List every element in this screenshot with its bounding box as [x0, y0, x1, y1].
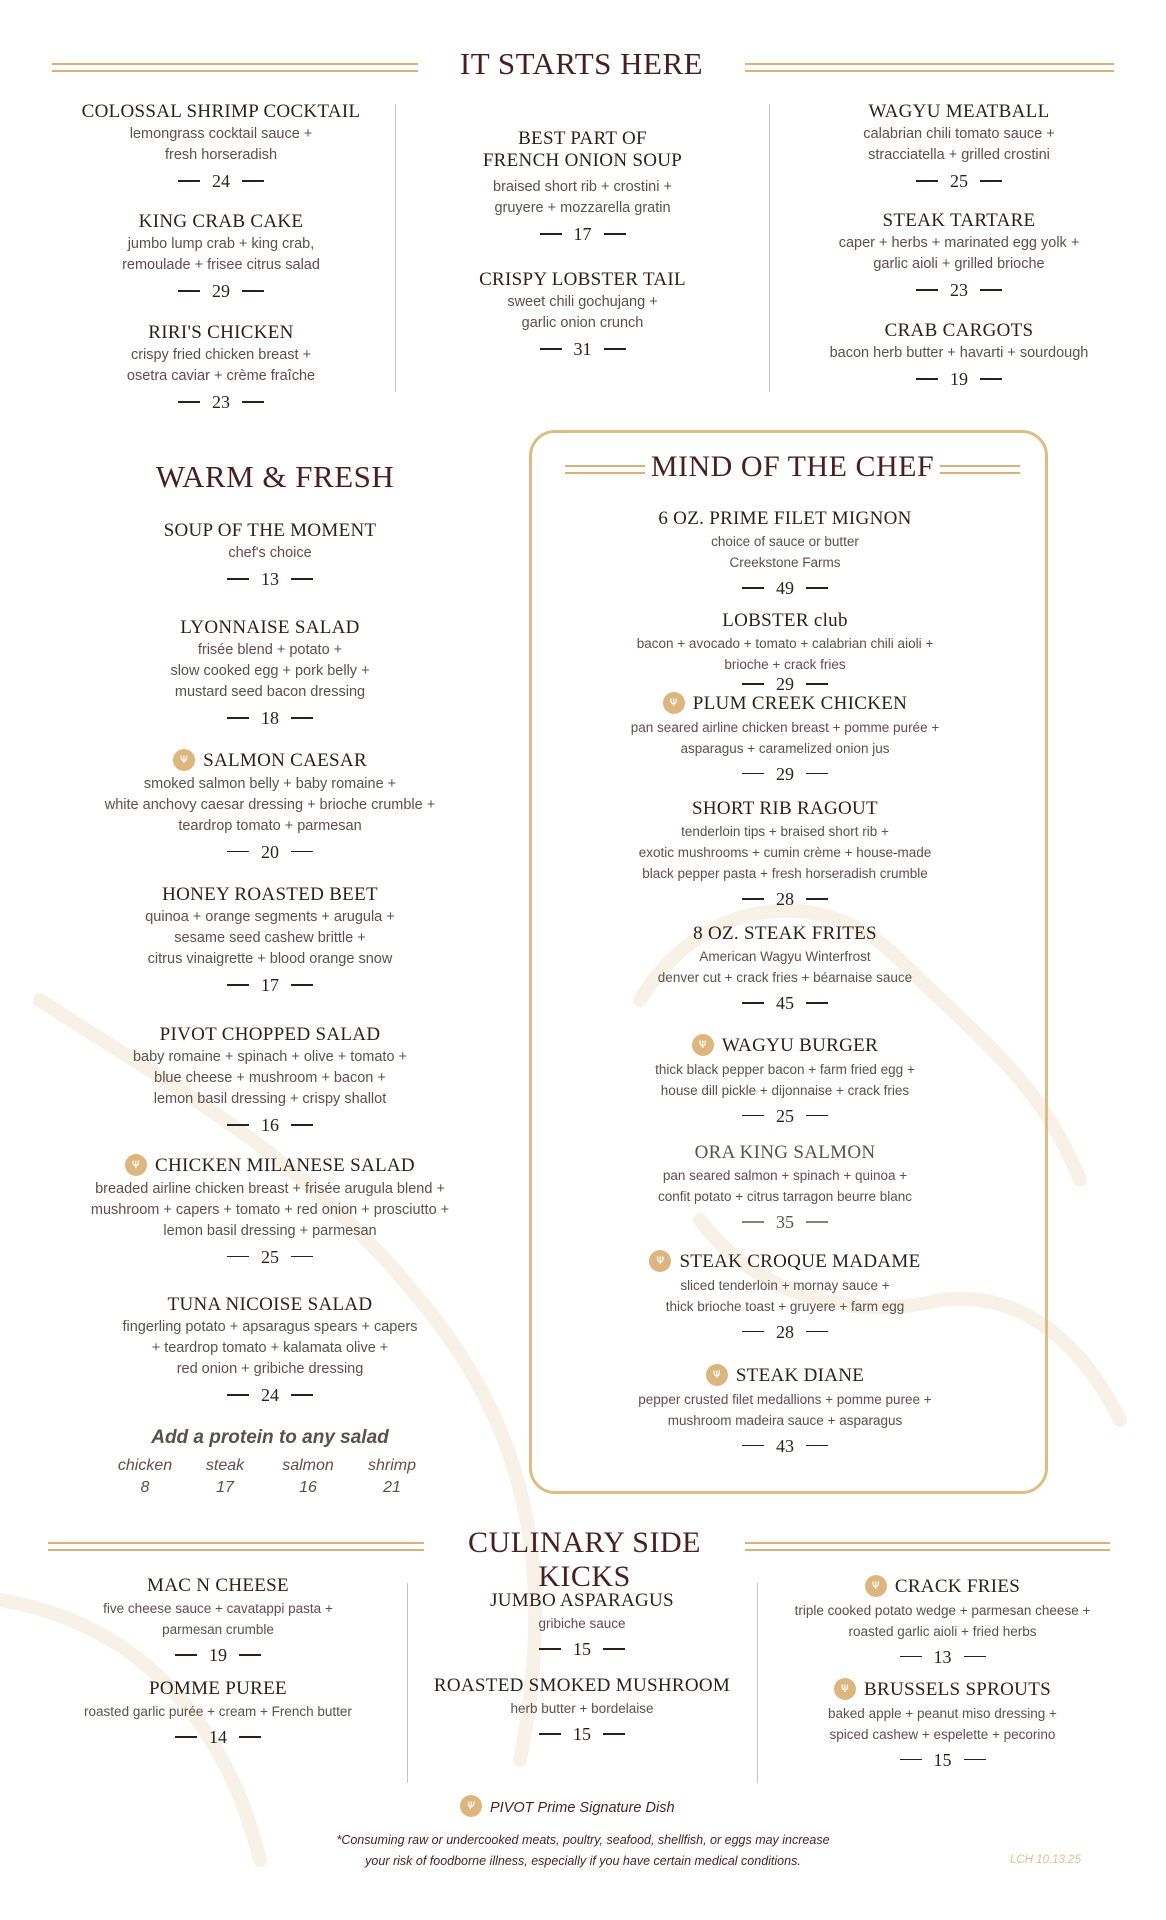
item-desc: bacon + avocado + tomato + calabrian chili aioli + brioche + crack fries [636, 636, 934, 672]
item-price: 25 [560, 1105, 1010, 1127]
menu-item [70, 520, 470, 590]
item-desc: American Wagyu Winterfrost denver cut + crack fries + béarnaise sauce [657, 949, 913, 985]
item-desc: fingerling potato + apsaragus spears + capers + teardrop tomato + kalamata olive + red onion + gribiche dressing [122, 1319, 418, 1377]
menu-item [50, 1678, 386, 1748]
item-price: 25 [50, 1246, 490, 1268]
item-price: 49 [560, 577, 1010, 599]
item-price: 31 [405, 338, 760, 360]
item-price: 24 [50, 170, 392, 192]
signature-dish-icon: ᴪ [649, 1250, 671, 1272]
item-desc: baby romaine + spinach + olive + tomato + blue cheese + mushroom + bacon + lemon basil dressing + crispy shallot [132, 1049, 408, 1107]
item-name: WAGYU MEATBALL [868, 101, 1050, 122]
item-price: 15 [412, 1723, 752, 1745]
item-price: 13 [770, 1646, 1115, 1668]
section-title-warm: WARM & FRESH [155, 459, 395, 494]
item-price: 16 [70, 1114, 470, 1136]
item-name: LYONNAISE SALAD [180, 617, 360, 638]
item-name: ᴪ STEAK CROQUE MADAME [560, 1251, 1010, 1274]
item-desc: choice of sauce or butter Creekstone Farms [711, 534, 859, 570]
signature-legend: ᴪ PIVOT Prime Signature Dish [460, 1797, 720, 1819]
item-desc: crispy fried chicken breast + osetra caviar + crème fraîche [126, 347, 316, 384]
menu-item [560, 1142, 1010, 1233]
item-desc: braised short rib + crostini + gruyere + mozzarella gratin [493, 179, 672, 216]
menu-code: LCH 10.13.25 [1010, 1854, 1081, 1866]
item-name: CRISPY LOBSTER TAIL [479, 269, 686, 290]
title-rule-left [52, 63, 418, 72]
menu-item [560, 508, 1010, 599]
item-desc: triple cooked potato wedge + parmesan cheese + roasted garlic aioli + fried herbs [794, 1602, 1091, 1639]
item-price: 15 [770, 1749, 1115, 1771]
menu-item [50, 101, 392, 192]
item-price: 28 [560, 888, 1010, 910]
signature-dish-icon: ᴪ [663, 692, 685, 714]
protein-option: chicken 8 [117, 1457, 173, 1496]
item-name: HONEY ROASTED BEET [162, 884, 378, 905]
item-price: 19 [50, 1644, 386, 1666]
title-rule-right [745, 1542, 1110, 1551]
section-title-starts: IT STARTS HERE [459, 46, 704, 81]
item-price: 24 [70, 1384, 470, 1406]
item-desc: smoked salmon belly + baby romaine + white anchovy caesar dressing + brioche crumble + teardrop tomato + parmesan [104, 775, 436, 834]
item-price: 13 [70, 568, 470, 590]
menu-item [50, 322, 392, 413]
item-name: TUNA NICOISE SALAD [167, 1294, 373, 1315]
menu-item [70, 884, 470, 996]
menu-item [50, 1575, 386, 1666]
item-name: MAC N CHEESE [147, 1575, 289, 1596]
item-price: 43 [560, 1435, 1010, 1457]
item-price: 14 [50, 1726, 386, 1748]
divider [769, 104, 770, 392]
item-desc: pepper crusted filet medallions + pomme puree + mushroom madeira sauce + asparagus [638, 1391, 932, 1428]
item-price: 18 [70, 707, 470, 729]
item-price: 29 [560, 673, 1010, 695]
item-price: 25 [780, 170, 1138, 192]
item-name: JUMBO ASPARAGUS [490, 1590, 674, 1611]
item-desc: sliced tenderloin + mornay sauce + thick brioche toast + gruyere + farm egg [665, 1277, 905, 1314]
menu-item [70, 750, 470, 863]
menu-item [70, 1294, 470, 1406]
divider [395, 104, 396, 392]
menu-item [780, 210, 1138, 301]
item-name: RIRI'S CHICKEN [148, 322, 294, 343]
signature-dish-icon: ᴪ [706, 1364, 728, 1386]
menu-item [405, 128, 760, 245]
item-name: ᴪ PLUM CREEK CHICKEN [560, 693, 1010, 716]
menu-item [770, 1679, 1115, 1771]
item-desc: calabrian chili tomato sauce + stracciatella + grilled crostini [863, 126, 1055, 163]
item-desc: pan seared salmon + spinach + quinoa + confit potato + citrus tarragon beurre blanc [657, 1168, 913, 1204]
item-desc: five cheese sauce + cavatappi pasta + parmesan crumble [103, 1601, 333, 1637]
item-name: ROASTED SMOKED MUSHROOM [433, 1675, 731, 1696]
item-price: 28 [560, 1321, 1010, 1343]
menu-item [70, 617, 470, 729]
item-price: 20 [70, 841, 470, 863]
signature-dish-icon: ᴪ [125, 1154, 147, 1176]
menu-item [560, 923, 1010, 1014]
item-desc: herb butter + bordelaise [510, 1701, 654, 1716]
signature-dish-icon: ᴪ [834, 1678, 856, 1700]
item-desc: gribiche sauce [538, 1616, 626, 1631]
item-desc: jumbo lump crab + king crab, remoulade + frisee citrus salad [122, 236, 320, 273]
menu-item [50, 211, 392, 302]
item-name: SOUP OF THE MOMENT [163, 520, 377, 541]
item-name: PIVOT CHOPPED SALAD [159, 1024, 381, 1045]
item-name: ᴪ SALMON CAESAR [70, 750, 470, 773]
section-title-sides: CULINARY SIDE KICKS [468, 1526, 701, 1593]
item-name: ᴪ BRUSSELS SPROUTS [770, 1679, 1115, 1702]
signature-dish-icon: ᴪ [460, 1795, 482, 1817]
item-name: ᴪ WAGYU BURGER [560, 1035, 1010, 1058]
item-desc: breaded airline chicken breast + frisée arugula blend + mushroom + capers + tomato + red onion + prosciutto + lemon basil dressing + parmesan [90, 1180, 450, 1239]
item-price: 23 [50, 391, 392, 413]
item-desc: thick black pepper bacon + farm fried egg + house dill pickle + dijonnaise + crack fries [655, 1061, 915, 1098]
item-price: 29 [50, 280, 392, 302]
menu-item [412, 1590, 752, 1660]
menu-item [560, 1365, 1010, 1457]
menu-item [560, 798, 1010, 910]
menu-item [412, 1675, 752, 1745]
item-name: COLOSSAL SHRIMP COCKTAIL [81, 101, 361, 122]
item-name: ᴪ CHICKEN MILANESE SALAD [50, 1155, 490, 1178]
item-name: 8 OZ. STEAK FRITES [693, 923, 877, 944]
menu-item [560, 1251, 1010, 1343]
protein-title: Add a protein to any salad [151, 1427, 389, 1448]
signature-dish-icon: ᴪ [865, 1575, 887, 1597]
item-name: SHORT RIB RAGOUT [692, 798, 878, 819]
menu-item [780, 101, 1138, 192]
item-desc: sweet chili gochujang + garlic onion crunch [507, 294, 658, 331]
item-desc: pan seared airline chicken breast + pomme purée + asparagus + caramelized onion jus [630, 719, 940, 756]
title-rule-left [48, 1542, 424, 1551]
menu-item [780, 320, 1138, 390]
item-desc: tenderloin tips + braised short rib + exotic mushrooms + cumin crème + house-made black pepper pasta + fresh horseradish crumble [638, 824, 932, 881]
item-price: 17 [405, 223, 760, 245]
item-desc: lemongrass cocktail sauce + fresh horseradish [129, 126, 313, 163]
item-name: POMME PUREE [149, 1678, 287, 1699]
item-desc: bacon herb butter + havarti + sourdough [829, 345, 1089, 361]
item-name: CRAB CARGOTS [884, 320, 1034, 341]
item-desc: chef's choice [228, 545, 312, 561]
menu-item [50, 1155, 490, 1268]
item-name: ᴪ STEAK DIANE [560, 1365, 1010, 1388]
item-price: 17 [70, 974, 470, 996]
divider [407, 1583, 408, 1783]
item-name: ORA KING SALMON [694, 1142, 876, 1163]
section-title-chef: MIND OF THE CHEF [650, 450, 935, 483]
item-desc: roasted garlic purée + cream + French butter [84, 1704, 352, 1719]
item-name: BEST PART OF [518, 128, 647, 149]
item-price: 45 [560, 992, 1010, 1014]
divider [757, 1583, 758, 1783]
item-name: 6 OZ. PRIME FILET MIGNON [658, 508, 912, 529]
menu-item [770, 1576, 1115, 1668]
item-desc: quinoa + orange segments + arugula + sesame seed cashew brittle + citrus vinaigrette + blood orange snow [145, 909, 395, 967]
item-price: 35 [560, 1211, 1010, 1233]
food-safety-warning: *Consuming raw or undercooked meats, poultry, seafood, shellfish, or eggs may increase your risk of foodborne illness, especially if you have certain medical conditions. [336, 1833, 830, 1868]
item-desc: caper + herbs + marinated egg yolk + garlic aioli + grilled brioche [838, 235, 1080, 272]
menu-item [560, 693, 1010, 785]
title-rule-left [565, 465, 645, 474]
item-name: KING CRAB CAKE [138, 211, 304, 232]
protein-option: steak 17 [205, 1457, 245, 1496]
item-desc: frisée blend + potato + slow cooked egg + pork belly + mustard seed bacon dressing [170, 642, 370, 700]
item-price: 19 [780, 368, 1138, 390]
menu-item [560, 610, 1010, 695]
menu-item [560, 1035, 1010, 1127]
menu-item [405, 269, 760, 360]
protein-option: salmon 16 [282, 1457, 334, 1496]
item-price: 29 [560, 763, 1010, 785]
item-price: 15 [412, 1638, 752, 1660]
menu-item [70, 1024, 470, 1136]
item-name: STEAK TARTARE [882, 210, 1036, 231]
item-price: 23 [780, 279, 1138, 301]
title-rule-right [745, 63, 1114, 72]
item-name: LOBSTER club [722, 610, 848, 631]
protein-option: shrimp 21 [367, 1457, 416, 1496]
signature-dish-icon: ᴪ [173, 749, 195, 771]
item-name: ᴪ CRACK FRIES [770, 1576, 1115, 1599]
item-desc: baked apple + peanut miso dressing + spiced cashew + espelette + pecorino [828, 1705, 1057, 1742]
item-name-line2: FRENCH ONION SOUP [482, 150, 683, 171]
title-rule-right [940, 465, 1020, 474]
signature-dish-icon: ᴪ [692, 1034, 714, 1056]
